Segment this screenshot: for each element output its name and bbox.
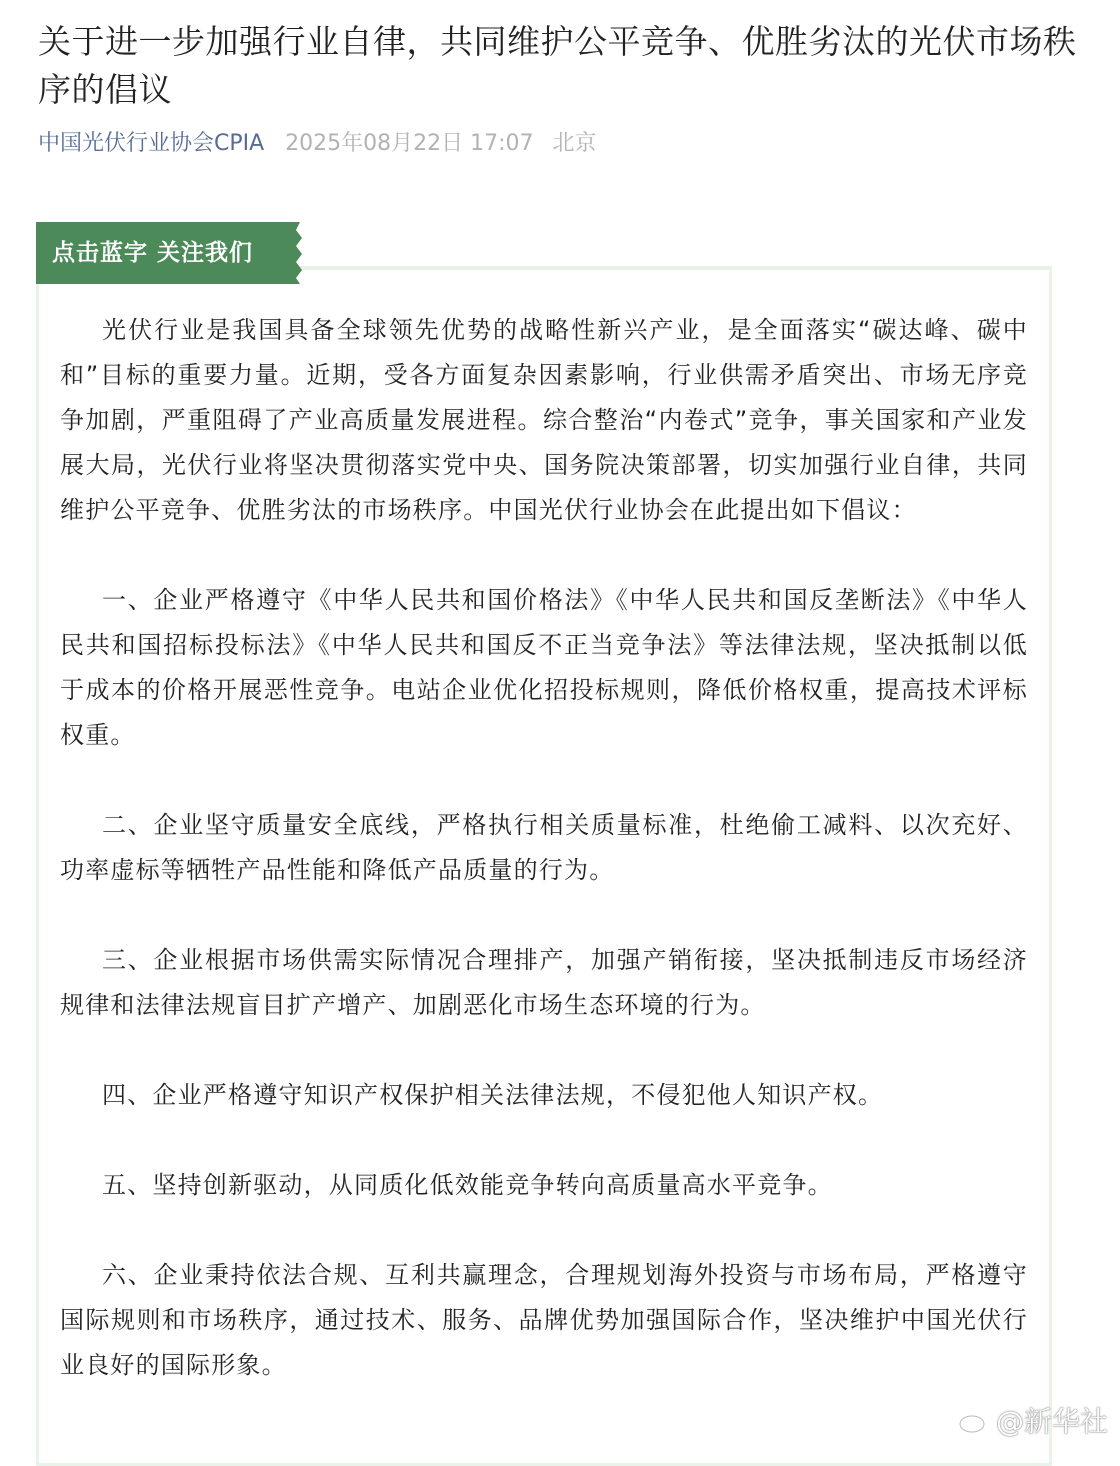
proposal-1: 一、企业严格遵守《中华人民共和国价格法》《中华人民共和国反垄断法》《中华人民共和国招标投标法》《中华人民共和国反不正当竞争法》等法律法规，坚决抵制以低于成本的价格开展恶性竞争。电站企业优化招投标规则，降低价格权重，提高技术评标权重。 (60, 586, 1028, 749)
publish-date: 2025年08月22日 17:07 (285, 131, 534, 156)
weibo-icon (958, 1408, 992, 1434)
proposal-3: 三、企业根据市场供需实际情况合理排产，加强产销衔接，坚决抵制违反市场经济规律和法律法规盲目扩产增产、加剧恶化市场生态环境的行为。 (60, 946, 1028, 1019)
proposal-5: 五、坚持创新驱动，从同质化低效能竞争转向高质量高水平竞争。 (102, 1171, 833, 1199)
watermark-text: @新华社 (995, 1405, 1108, 1438)
proposal-2: 二、企业坚守质量安全底线，严格执行相关质量标准，杜绝偷工减料、以次充好、功率虚标等牺牲产品性能和降低产品质量的行为。 (60, 811, 1028, 884)
intro-paragraph: 光伏行业是我国具备全球领先优势的战略性新兴产业，是全面落实“碳达峰、碳中和”目标的重要力量。近期，受各方面复杂因素影响，行业供需矛盾突出、市场无序竞争加剧，严重阻碍了产业高质量发展进程。综合整治“内卷式”竞争，事关国家和产业发展大局，光伏行业将坚决贯彻落实党中央、国务院决策部署，切实加强行业自律，共同维护公平竞争、优胜劣汰的市场秩序。中国光伏行业协会在此提出如下倡议： (60, 316, 1028, 524)
article-body (60, 308, 1028, 1388)
weibo-watermark (958, 1400, 1108, 1440)
proposal-4: 四、企业严格遵守知识产权保护相关法律法规，不侵犯他人知识产权。 (102, 1081, 884, 1109)
author-link[interactable]: 中国光伏行业协会CPIA (38, 131, 265, 156)
article-title: 关于进一步加强行业自律，共同维护公平竞争、优胜劣汰的光伏市场秩序的倡议 (38, 22, 1077, 109)
article-meta (38, 128, 597, 160)
banner-zigzag-edge (290, 222, 330, 284)
follow-banner[interactable]: 点击蓝字 关注我们 (36, 222, 294, 284)
proposal-6: 六、企业秉持依法合规、互利共赢理念，合理规划海外投资与市场布局，严格遵守国际规则和市场秩序，通过技术、服务、品牌优势加强国际合作，坚决维护中国光伏行业良好的国际形象。 (60, 1261, 1028, 1379)
publish-location: 北京 (552, 131, 597, 156)
